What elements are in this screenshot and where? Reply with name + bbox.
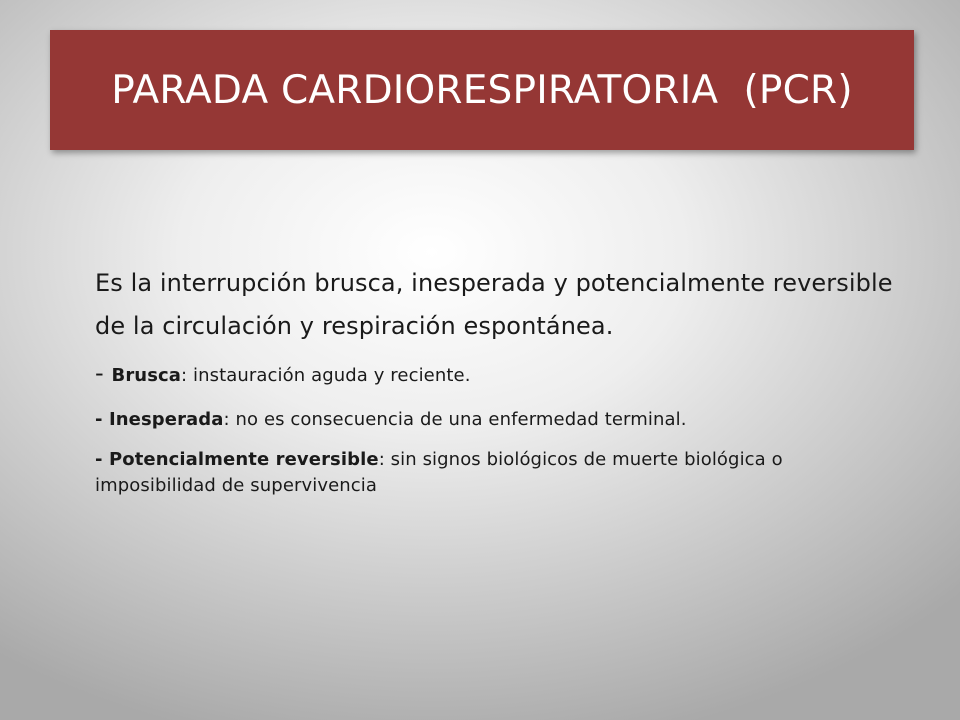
definition-text: Es la interrupción brusca, inesperada y potencialmente reversible de la circulación y respiración espontánea. [95, 269, 893, 340]
bullet-dash: - [95, 409, 109, 430]
bullet-description: : instauración aguda y reciente. [181, 365, 471, 386]
bullet-item-brusca [95, 360, 895, 389]
bullet-term: Inesperada [108, 409, 224, 430]
bullet-item-inesperada [95, 407, 895, 433]
bullet-dash-term [95, 449, 379, 470]
bullet-dash-term [95, 409, 224, 430]
title-banner [50, 30, 914, 150]
bullet-item-potencialmente-reversible [95, 447, 895, 499]
bullet-term: Potencialmente reversible [108, 449, 379, 470]
bullet-dash: - [95, 359, 112, 387]
bullet-description: : sin signos biológicos de muerte biológica o imposibilidad de supervivencia [95, 449, 783, 496]
bullet-description: : no es consecuencia de una enfermedad terminal. [223, 409, 687, 430]
slide-content [95, 262, 895, 499]
bullet-dash: - [95, 449, 109, 470]
slide-title: PARADA CARDIORESPIRATORIA (PCR) [111, 67, 853, 113]
bullet-term: Brusca [111, 365, 182, 386]
